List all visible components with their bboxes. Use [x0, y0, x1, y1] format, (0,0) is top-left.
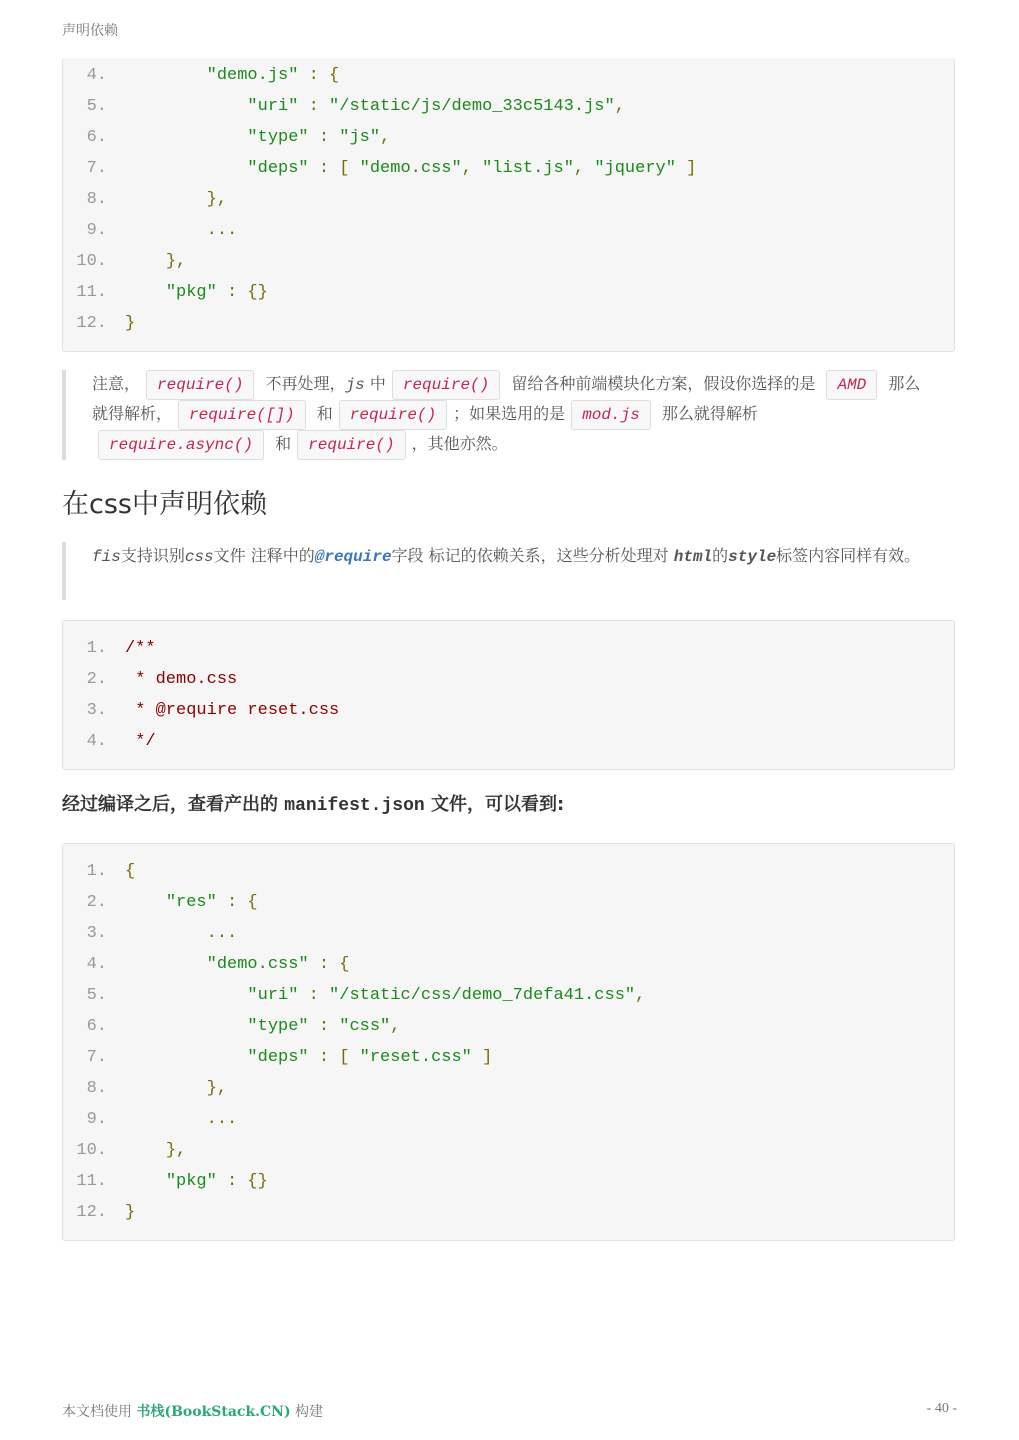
note-emphasis: js — [345, 376, 365, 394]
line-number: 5. — [86, 986, 107, 1005]
code-line — [63, 918, 954, 949]
note-text: ；如果选用的是 — [453, 404, 566, 423]
code-line — [63, 726, 954, 757]
code-line — [63, 215, 954, 246]
code-text — [125, 1166, 268, 1197]
inline-code: mod.js — [571, 400, 651, 430]
code-line — [63, 1011, 954, 1042]
code-text — [125, 1042, 492, 1073]
code-line — [63, 1104, 954, 1135]
code-token: : [ — [308, 1048, 360, 1067]
code-token: ... — [206, 1110, 238, 1129]
code-line — [63, 1073, 954, 1104]
code-token: "res" — [165, 893, 217, 912]
code-token: "uri" — [247, 986, 299, 1005]
code-token: "type" — [247, 128, 309, 147]
code-line — [63, 664, 954, 695]
inline-code: require() — [392, 370, 500, 400]
code-line — [63, 1166, 954, 1197]
line-number: 11. — [76, 283, 107, 302]
code-token: ] — [471, 1048, 493, 1067]
line-number: 4. — [86, 955, 107, 974]
code-token: }, — [206, 1079, 228, 1098]
code-token: "pkg" — [165, 283, 217, 302]
note-text: 和 — [316, 404, 333, 423]
line-number: 2. — [86, 893, 107, 912]
line-number: 4. — [86, 66, 107, 85]
inline-code: require() — [297, 430, 405, 460]
code-token: : — [298, 986, 330, 1005]
note-text: ，其他亦然。 — [411, 434, 508, 453]
code-text — [125, 246, 186, 277]
code-token: } — [125, 314, 136, 333]
code-text — [125, 1011, 400, 1042]
code-token: "demo.css" — [359, 159, 462, 178]
line-number: 2. — [86, 670, 107, 689]
code-token: "js" — [339, 128, 381, 147]
note-blockquote — [62, 370, 955, 460]
code-token: , — [573, 159, 595, 178]
line-number: 6. — [86, 1017, 107, 1036]
line-number: 3. — [86, 701, 107, 720]
note-text: 字段 标记的依赖关系，这些分析处理对 — [391, 546, 674, 565]
code-line — [63, 91, 954, 122]
para-text: 经过编译之后，查看产出的 — [62, 794, 285, 815]
code-token: , — [380, 128, 391, 147]
code-text — [125, 949, 349, 980]
line-number: 4. — [86, 732, 107, 751]
inline-code: AMD — [826, 370, 877, 400]
code-token: "/static/js/demo_33c5143.js" — [329, 97, 615, 116]
note-emphasis: fis — [92, 548, 121, 566]
code-token: */ — [135, 732, 156, 751]
code-line — [63, 1135, 954, 1166]
code-block-css-manifest — [62, 843, 955, 1241]
code-text — [125, 633, 156, 664]
code-token: { — [125, 862, 136, 881]
para-text: 文件，可以看到: — [424, 794, 565, 815]
note-strong: html — [673, 548, 713, 566]
code-token: ... — [206, 924, 238, 943]
running-header: 声明依赖 — [62, 23, 118, 39]
note-text: 不再处理， — [265, 374, 346, 393]
line-number: 1. — [86, 862, 107, 881]
code-token: }, — [165, 1141, 187, 1160]
code-token: "demo.js" — [206, 66, 299, 85]
code-token: "reset.css" — [359, 1048, 472, 1067]
code-token: * @require reset.css — [135, 701, 340, 720]
inline-code: require.async() — [98, 430, 264, 460]
code-text — [125, 60, 339, 91]
inline-code: require() — [339, 400, 447, 430]
note-text: 留给各种前端模块化方案，假设你选择的是 — [511, 374, 816, 393]
line-number: 1. — [86, 639, 107, 658]
code-line — [63, 949, 954, 980]
footer-text: 本文档使用 — [62, 1404, 137, 1420]
code-text — [125, 308, 135, 339]
code-text — [125, 91, 625, 122]
code-text — [125, 1104, 237, 1135]
line-number: 12. — [76, 314, 107, 333]
code-line — [63, 60, 954, 91]
code-token: "list.js" — [482, 159, 574, 178]
code-token: "uri" — [247, 97, 299, 116]
note-text: 文件 注释中的 — [213, 546, 315, 565]
code-token: "css" — [339, 1017, 391, 1036]
code-text — [125, 980, 645, 1011]
line-number: 3. — [86, 924, 107, 943]
code-token: "/static/css/demo_7defa41.css" — [329, 986, 636, 1005]
code-line — [63, 308, 954, 339]
code-token: "type" — [247, 1017, 309, 1036]
code-text — [125, 1197, 135, 1228]
code-text — [125, 664, 237, 695]
line-number: 6. — [86, 128, 107, 147]
code-line — [63, 122, 954, 153]
code-line — [63, 856, 954, 887]
require-keyword: @require — [314, 548, 392, 566]
line-number: 8. — [86, 190, 107, 209]
code-line — [63, 184, 954, 215]
note-text: 那么就得解析 — [661, 404, 758, 423]
footer-text: 构建 — [290, 1404, 324, 1420]
code-token: ... — [206, 221, 238, 240]
note-text: 注意， — [92, 374, 141, 393]
page-number: - 40 - — [926, 1401, 957, 1416]
code-line — [63, 1197, 954, 1228]
inline-code: require([]) — [178, 400, 306, 430]
code-token: "deps" — [247, 159, 309, 178]
line-number: 7. — [86, 159, 107, 178]
code-token: , — [390, 1017, 401, 1036]
code-line — [63, 887, 954, 918]
code-token: : {} — [216, 1172, 268, 1191]
line-number: 7. — [86, 1048, 107, 1067]
code-token: "pkg" — [165, 1172, 217, 1191]
code-token: : — [308, 1017, 340, 1036]
note-text: 那么就得解析， — [92, 374, 921, 423]
line-number: 9. — [86, 221, 107, 240]
code-token: : — [298, 97, 330, 116]
code-token: : { — [216, 893, 258, 912]
note-strong: style — [728, 548, 777, 566]
code-token: /** — [125, 639, 156, 658]
code-line — [63, 277, 954, 308]
code-block-js-manifest — [62, 58, 955, 352]
code-line — [63, 695, 954, 726]
code-token: : { — [308, 955, 350, 974]
footer — [62, 1401, 323, 1421]
code-line — [63, 246, 954, 277]
code-token: "deps" — [247, 1048, 309, 1067]
code-token: "jquery" — [594, 159, 676, 178]
code-token: : [ — [308, 159, 360, 178]
code-line — [63, 153, 954, 184]
line-number: 10. — [76, 252, 107, 271]
code-block-css-comment — [62, 620, 955, 770]
line-number: 10. — [76, 1141, 107, 1160]
code-token: , — [635, 986, 646, 1005]
note-emphasis: css — [184, 548, 214, 566]
note-text: 中 — [364, 374, 386, 393]
line-number: 8. — [86, 1079, 107, 1098]
code-text — [125, 215, 237, 246]
code-token: : {} — [216, 283, 268, 302]
note-text: 支持识别 — [120, 546, 185, 565]
code-token: ] — [675, 159, 697, 178]
note-text: 和 — [275, 434, 292, 453]
line-number: 11. — [76, 1172, 107, 1191]
code-text — [125, 887, 258, 918]
code-token: : — [308, 128, 340, 147]
code-line — [63, 980, 954, 1011]
para-filename: manifest.json — [284, 796, 425, 816]
code-line — [63, 1042, 954, 1073]
code-text — [125, 856, 135, 887]
inline-code: require() — [146, 370, 254, 400]
code-text — [125, 695, 339, 726]
code-text — [125, 184, 227, 215]
code-text — [125, 918, 237, 949]
code-token: , — [614, 97, 625, 116]
css-note-blockquote — [62, 542, 955, 600]
code-text — [125, 122, 390, 153]
code-text — [125, 277, 268, 308]
note-text: 的 — [712, 546, 729, 565]
code-text — [125, 1073, 227, 1104]
line-number: 5. — [86, 97, 107, 116]
code-token: }, — [206, 190, 228, 209]
section-heading: 在css中声明依赖 — [62, 489, 267, 520]
footer-brand-link[interactable]: 书栈(BookStack.CN) — [136, 1404, 291, 1420]
code-token: "demo.css" — [206, 955, 309, 974]
note-text: 标签内容同样有效。 — [776, 546, 921, 565]
line-number: 12. — [76, 1203, 107, 1222]
code-token: : { — [298, 66, 340, 85]
code-token: } — [125, 1203, 136, 1222]
code-token: }, — [165, 252, 187, 271]
code-text — [125, 726, 156, 757]
line-number: 9. — [86, 1110, 107, 1129]
code-text — [125, 1135, 186, 1166]
paragraph — [62, 790, 564, 816]
code-text — [125, 153, 696, 184]
code-token: , — [461, 159, 483, 178]
code-token: * demo.css — [135, 670, 238, 689]
code-line — [63, 633, 954, 664]
